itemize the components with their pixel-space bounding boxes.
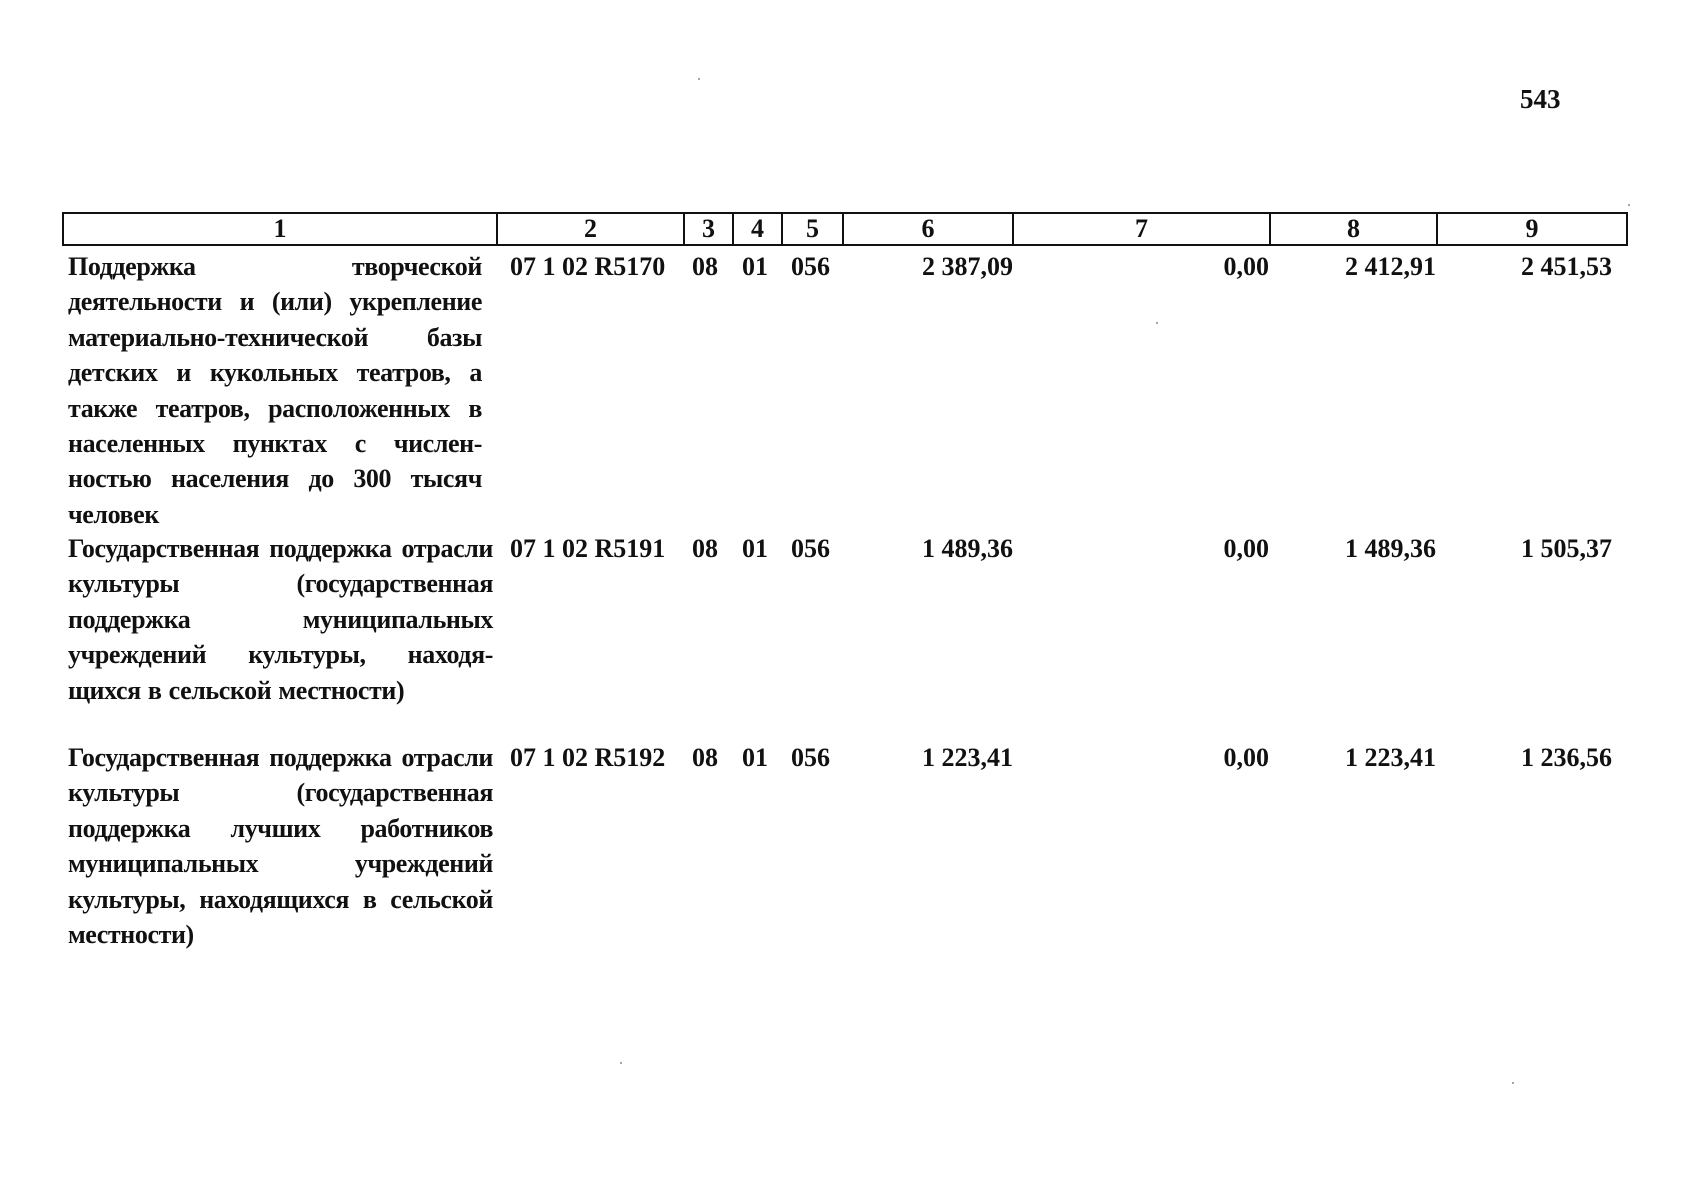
row-name: Поддержка творческой деятельности и (или) укрепление материально-технической базы детских и кукольных театров, а также театров, расположенных в населенных пунктах с числен-ностью населения до 300 тысяч человек xyxy=(68,252,482,529)
row-col3: 08 xyxy=(692,252,718,281)
scan-speck xyxy=(1628,204,1630,206)
row-col9: 2 451,53 xyxy=(1521,252,1612,281)
page-number: 543 xyxy=(1520,84,1561,114)
row-col7: 0,00 xyxy=(1223,534,1269,563)
column-header-6: 6 xyxy=(843,213,1013,245)
column-header-8: 8 xyxy=(1270,213,1437,245)
row-code: 07 1 02 R5192 xyxy=(510,743,666,772)
row-col6: 2 387,09 xyxy=(922,252,1013,281)
column-header-4: 4 xyxy=(733,213,782,245)
row-code: 07 1 02 R5191 xyxy=(510,534,666,563)
row-col6: 1 223,41 xyxy=(922,743,1013,772)
row-name: Государственная поддержка отрасли культуры (государственная поддержка лучших работников муниципальных учреждений культуры, находящихся в сельской местности) xyxy=(68,743,493,950)
scan-speck xyxy=(620,1062,622,1064)
row-col7: 0,00 xyxy=(1223,743,1269,772)
column-header-3: 3 xyxy=(684,213,733,245)
row-col7: 0,00 xyxy=(1223,252,1269,281)
column-header-1: 1 xyxy=(63,213,497,245)
column-header-2: 2 xyxy=(497,213,684,245)
column-header-7: 7 xyxy=(1013,213,1270,245)
row-col4: 01 xyxy=(742,534,768,563)
row-col6: 1 489,36 xyxy=(922,534,1013,563)
row-col5: 056 xyxy=(791,743,830,772)
row-col4: 01 xyxy=(742,743,768,772)
row-col3: 08 xyxy=(692,534,718,563)
row-col3: 08 xyxy=(692,743,718,772)
scan-speck xyxy=(1512,1082,1514,1084)
row-col8: 2 412,91 xyxy=(1345,252,1436,281)
row-code: 07 1 02 R5170 xyxy=(510,252,666,281)
scan-speck xyxy=(1156,322,1158,324)
column-header-table xyxy=(62,212,1628,246)
row-col5: 056 xyxy=(791,252,830,281)
row-col9: 1 236,56 xyxy=(1521,743,1612,772)
column-header-5: 5 xyxy=(782,213,843,245)
column-header-row xyxy=(63,213,1627,245)
row-col8: 1 489,36 xyxy=(1345,534,1436,563)
column-header-9: 9 xyxy=(1437,213,1627,245)
row-col9: 1 505,37 xyxy=(1521,534,1612,563)
row-col5: 056 xyxy=(791,534,830,563)
row-col8: 1 223,41 xyxy=(1345,743,1436,772)
scan-speck xyxy=(698,78,700,80)
row-col4: 01 xyxy=(742,252,768,281)
row-name: Государственная поддержка отрасли культуры (государственная поддержка муниципальных учреждений культуры, находя-щихся в сельской местности) xyxy=(68,534,493,705)
